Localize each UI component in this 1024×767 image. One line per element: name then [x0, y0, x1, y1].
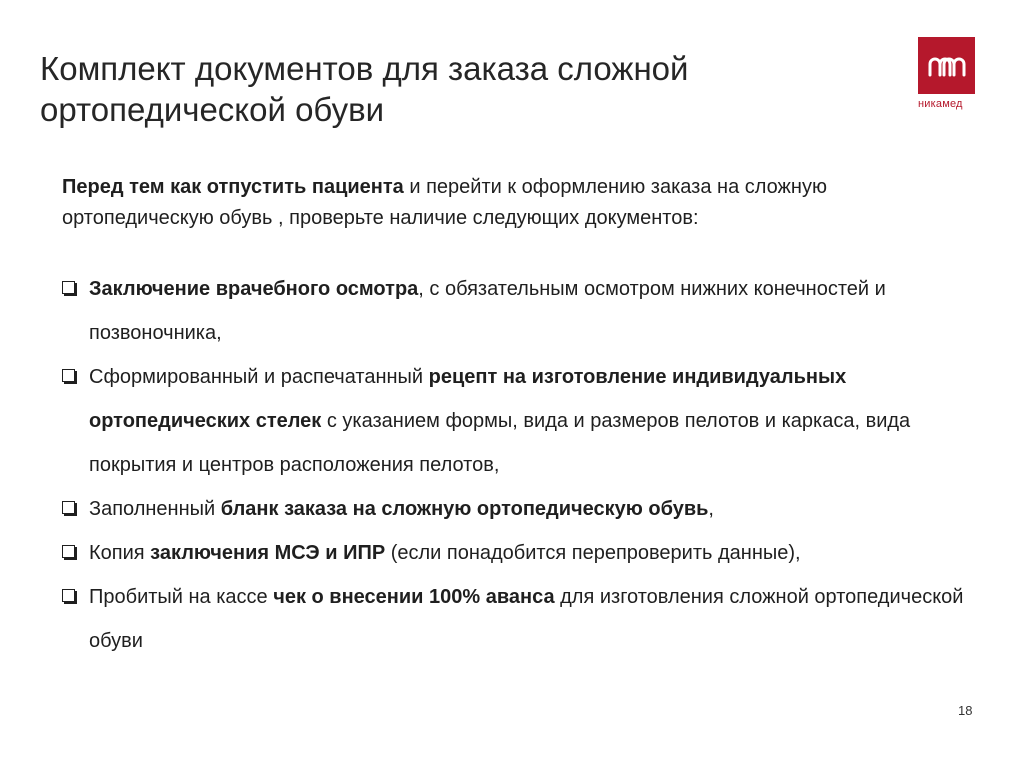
checkbox-icon: [62, 545, 75, 558]
list-item: [62, 487, 982, 531]
checkbox-icon: [62, 589, 75, 602]
item-text: Копия: [89, 542, 151, 564]
list-item: [62, 267, 982, 355]
intro-text: и перейти к оформлению заказа на сложную ортопедическую обувь , проверьте наличие следующих документов:: [62, 176, 827, 229]
item-text: Заполненный: [89, 498, 221, 520]
checkbox-icon: [62, 281, 75, 294]
page-number: 18: [958, 703, 973, 718]
item-bold-text: чек о внесении 100% аванса: [273, 586, 555, 608]
item-text: с указанием формы, вида и размеров пелотов и каркаса, вида покрытия и центров расположения пелотов,: [89, 410, 911, 476]
list-item: [62, 355, 982, 487]
item-text: , с обязательным осмотром нижних конечностей и позвоночника,: [89, 278, 886, 344]
slide-title: Комплект документов для заказа сложной ортопедической обуви: [40, 50, 689, 128]
company-logo: [918, 37, 978, 110]
item-bold-text: заключения МСЭ и ИПР: [150, 542, 386, 564]
checkbox-icon: [62, 369, 75, 382]
checkbox-icon: [62, 501, 75, 514]
logo-name: никамед: [918, 98, 963, 110]
list-item: [62, 575, 982, 663]
intro-bold-text: Перед тем как отпустить пациента: [62, 176, 404, 198]
item-text: Пробитый на кассе: [89, 586, 274, 608]
intro-paragraph: [62, 172, 962, 234]
item-text: Сформированный и распечатанный: [89, 366, 429, 388]
item-bold-text: Заключение врачебного осмотра: [89, 278, 419, 300]
nikamed-logo-icon: [918, 37, 975, 94]
item-bold-text: бланк заказа на сложную ортопедическую обувь: [220, 498, 709, 520]
item-text: для изготовления сложной ортопедической обуви: [89, 586, 964, 652]
list-item: [62, 531, 982, 575]
item-bold-text: рецепт на изготовление индивидуальных ортопедических стелек: [89, 366, 847, 432]
item-text: (если понадобится перепроверить данные),: [385, 542, 801, 564]
item-text: ,: [708, 498, 714, 520]
documents-checklist: [62, 267, 982, 663]
